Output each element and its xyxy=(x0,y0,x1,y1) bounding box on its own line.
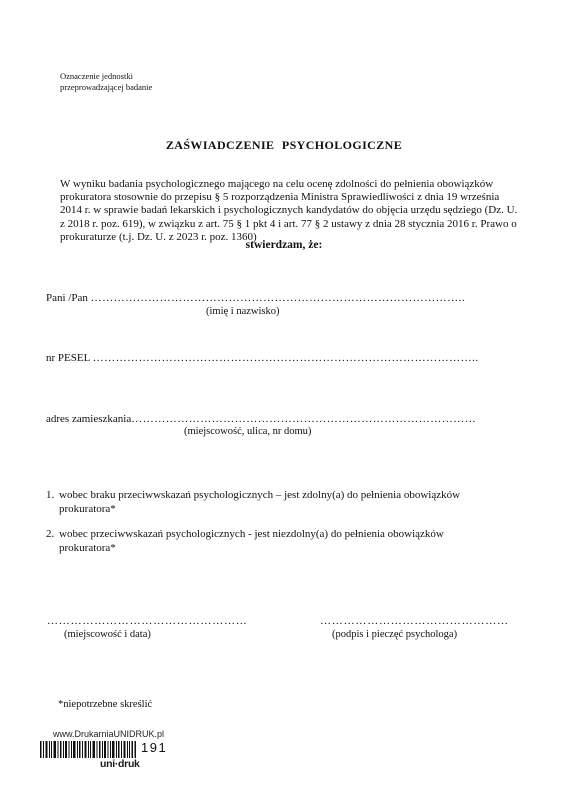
option-fit-continuation: prokuratora* xyxy=(59,503,116,515)
name-field-label: Pani /Pan xyxy=(46,292,88,304)
printer-logo: uni·druk xyxy=(100,758,140,770)
legal-basis-paragraph: W wyniku badania psychologicznego mającego na celu ocenę zdolności do pełnienia obowiązków prokuratora stosownie do przepisu § 5 rozporządzenia Ministra Sprawiedliwości z dnia 19 września 2014 r. w sprawie badań lekarskich i psychologicznych kandydatów do objęcia urzędu sędziego (Dz. U. z 2018 r. poz. 619), w związku z art. 75 § 1 pkt 4 i art. 77 § 2 ustawy z dnia 28 stycznia 2016 r. Prawo o prokuraturze (t.j. Dz. U. z 2023 r. poz. 1360) xyxy=(60,178,518,243)
barcode-icon xyxy=(40,741,136,758)
issuing-unit-label xyxy=(60,71,152,93)
signature-stamp-field[interactable]: ………………………………………… xyxy=(320,615,509,627)
issuing-unit-label-line2: przeprowadzającej badanie xyxy=(60,82,153,92)
address-field-caption: (miejscowość, ulica, nr domu) xyxy=(184,426,312,437)
option-unfit-text: wobec przeciwwskazań psychologicznych - jest niezdolny(a) do pełnienia obowiązków xyxy=(59,528,444,540)
printer-website: www.DrukarniaUNIDRUK.pl xyxy=(53,729,165,739)
issuing-unit-label-line1: Oznaczenie jednostki xyxy=(60,71,133,81)
pesel-field-label: nr PESEL xyxy=(46,352,90,364)
name-field-dots: …………………………………………………………………………………….. xyxy=(90,292,466,304)
pesel-field[interactable] xyxy=(46,352,479,364)
document-title: ZAŚWIADCZENIE PSYCHOLOGICZNE xyxy=(165,138,403,152)
option-unfit-number: 2. xyxy=(46,528,55,540)
option-fit-number: 1. xyxy=(46,489,55,501)
signature-stamp-caption: (podpis i pieczęć psychologa) xyxy=(332,629,458,640)
form-number: 191 xyxy=(141,740,168,755)
option-unfit-continuation: prokuratora* xyxy=(59,542,116,554)
place-date-field[interactable]: …………………………………………… xyxy=(47,615,248,627)
address-field-dots: ……………………………………………………………………………… xyxy=(131,413,477,425)
address-field-label: adres zamieszkania xyxy=(46,413,132,425)
option-unfit[interactable] xyxy=(46,527,516,555)
place-date-caption: (miejscowość i data) xyxy=(64,629,151,640)
name-field[interactable] xyxy=(46,292,465,304)
footnote: *niepotrzebne skreślić xyxy=(58,699,153,710)
option-fit-text: wobec braku przeciwwskazań psychologicznych – jest zdolny(a) do pełnienia obowiązków xyxy=(59,489,461,501)
name-field-caption: (imię i nazwisko) xyxy=(206,306,280,317)
option-fit[interactable] xyxy=(46,488,516,516)
declaration-heading: stwierdzam, że: xyxy=(245,239,323,251)
pesel-field-dots: ……………………………………………………………………………………….. xyxy=(92,352,479,364)
address-field[interactable] xyxy=(46,413,476,425)
